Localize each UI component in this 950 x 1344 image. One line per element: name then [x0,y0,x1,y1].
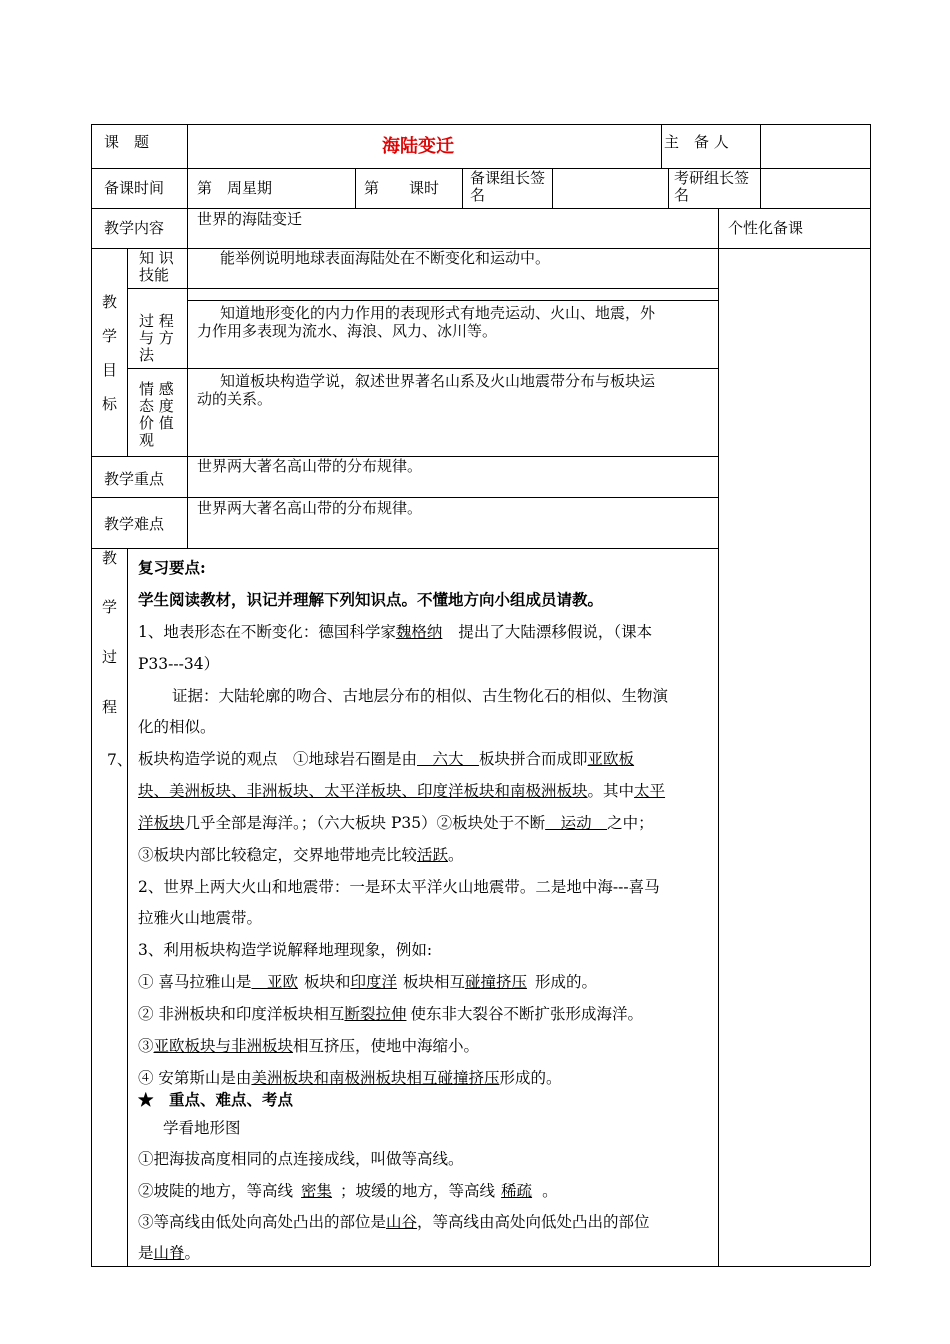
group-leader-label: 备课组长签名 [470,169,546,204]
key-point-label: 教学重点 [104,470,165,488]
item-7-line-1: 板块构造学说的观点 ①地球岩石圈是由 六大 板块拼合而成即亚欧板 [138,750,635,768]
example-4: ④ 安第斯山是由美洲板块和南极洲板块相互碰撞挤压形成的。 [138,1069,562,1087]
emotion-label-3: 价 值 [139,414,174,432]
map-point-3: ③等高线由低处向高处凸出的部位是山谷，等高线由高处向低处凸出的部位 [138,1213,650,1231]
content-value: 世界的海陆变迁 [197,210,303,228]
process-text-2: 力作用多表现为流水、海浪、风力、冰川等。 [197,322,498,340]
page-title: 海陆变迁 [382,136,454,157]
item-1-ref: P33---34） [138,655,220,673]
item-2-line-2: 拉雅火山地震带。 [138,909,263,927]
process-label-2: 与 方 [139,329,174,347]
item-7-line-4: ③板块内部比较稳定，交界地带地壳比较活跃。 [138,846,464,864]
emotion-label-1: 情 感 [139,380,174,398]
item-1: 1、地表形态在不断变化：德国科学家魏格纳 提出了大陆漂移假说，（课本 [138,623,653,641]
knowledge-label-1: 知 识 [139,249,174,267]
prep-time-label: 备课时间 [104,179,165,197]
week-field: 第 周星期 [197,179,273,197]
map-point-2: ②坡陡的地方，等高线 密集 ；坡缓的地方，等高线 稀疏 。 [138,1182,558,1200]
item-3: 3、利用板块构造学说解释地理现象，例如: [138,941,433,959]
map-point-1: ①把海拔高度相同的点连接成线，叫做等高线。 [138,1150,464,1168]
content-label: 教学内容 [104,219,165,237]
personal-prep-label: 个性化备课 [728,219,804,237]
emotion-text-2: 动的关系。 [197,390,273,408]
map-heading: 学看地形图 [163,1119,241,1137]
process-label-3: 法 [139,346,155,364]
item-7-line-3: 洋板块几乎全部是海洋。；（六大板块 P35）②板块处于不断 运动 之中； [138,814,654,832]
item-7-number: 7、 [107,751,133,769]
evidence-line-1: 证据：大陆轮廓的吻合、古地层分布的相似、古生物化石的相似、生物演 [172,687,669,705]
review-instruction: 学生阅读教材，识记并理解下列知识点。不懂地方向小组成员请教。 [138,590,604,609]
emotion-text-1: 知道板块构造学说，叙述世界著名山系及火山地震带分布与板块运 [220,372,656,390]
knowledge-text: 能举例说明地球表面海陆处在不断变化和运动中。 [220,249,551,267]
example-3: ③亚欧板块与非洲板块相互挤压，使地中海缩小。 [138,1037,480,1055]
emotion-label-4: 观 [139,431,155,449]
preparer-label: 主 备 人 [664,133,729,151]
period-field: 第 课时 [364,179,440,197]
example-1: ① 喜马拉雅山是 亚欧 板块和印度洋 板块相互碰撞挤压 形成的。 [138,973,598,991]
map-point-4: 是山脊。 [138,1244,201,1262]
difficulty-text: 世界两大著名高山带的分布规律。 [197,499,423,517]
difficulty-label: 教学难点 [104,515,165,533]
topic-label: 课 题 [104,133,150,151]
example-2: ② 非洲板块和印度洋板块相互断裂拉伸 使东非大裂谷不断扩张形成海洋。 [138,1005,643,1023]
knowledge-label-2: 技能 [139,266,170,284]
process-label-1: 过 程 [139,312,174,330]
research-leader-label: 考研组长签名 [674,169,750,204]
emotion-label-2: 态 度 [139,397,174,415]
item-2-line-1: 2、世界上两大火山和地震带：一是环太平洋火山地震带。二是地中海---喜马 [138,878,660,896]
evidence-line-2: 化的相似。 [138,718,216,736]
key-point-text: 世界两大著名高山带的分布规律。 [197,457,423,475]
review-heading: 复习要点: [138,558,206,577]
process-text-1: 知道地形变化的内力作用的表现形式有地壳运动、火山、地震，外 [220,304,656,322]
item-7-line-2: 块、美洲板块、非洲板块、太平洋板块、印度洋板块和南极洲板块。其中太平 [138,782,666,800]
star-heading: ★ 重点、难点、考点 [138,1090,294,1109]
